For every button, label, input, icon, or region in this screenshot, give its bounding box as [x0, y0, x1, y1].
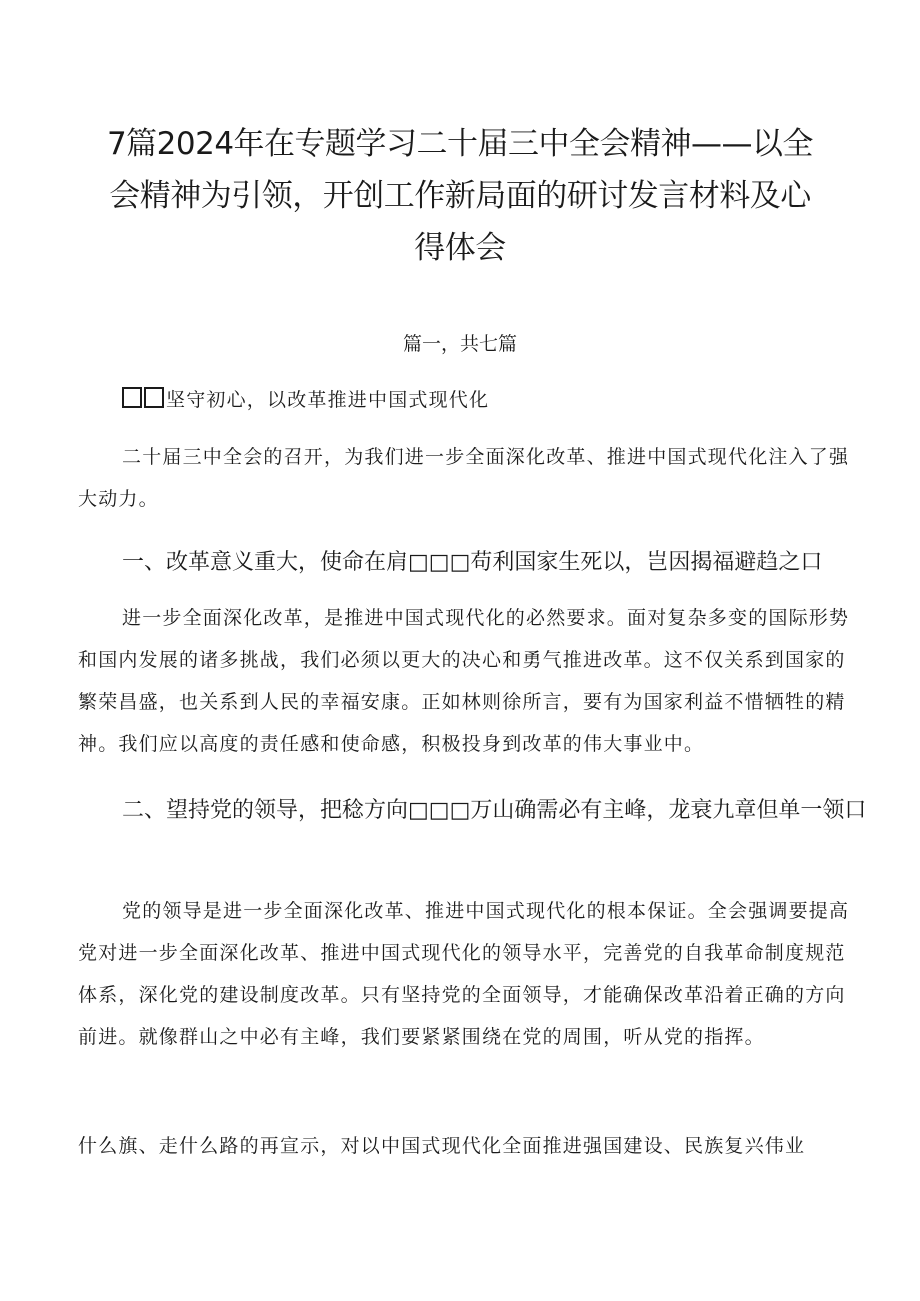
part-label: 篇一，共七篇 [402, 333, 517, 355]
section-heading-2: 二、望持党的领导，把稔方向□□□万山确需必有主峰，龙衰九章但单一领口 [122, 798, 867, 823]
section-body-2: 党的领导是进一步全面深化改革、推进中国式现代化的根本保证。全会强调要提高党对进一步全面深化改革、推进中国式现代化的领导水平，完善党的自我革命制度规范体系，深化党的建设制度改革。只有坚持党的全面领导，才能确保改革沿着正确的方向前进。就像群山之中必有主峰，我们要紧紧围绕在党的周围，听从党的指挥。 [78, 900, 850, 1048]
document-title: 7篇2024年在专题学习二十届三中全会精神——以全会精神为引领，开创工作新局面的研讨发言材料及心得体会 [106, 126, 814, 266]
trailing-paragraph: 什么旗、走什么路的再宣示，对以中国式现代化全面推进强国建设、民族复兴伟业 [78, 1135, 806, 1157]
intro-paragraph: 二十届三中全会的召开，为我们进一步全面深化改革、推进中国式现代化注入了强大动力。 [78, 446, 850, 510]
missing-glyph-box-icon [144, 387, 164, 408]
section-heading-1: 一、改革意义重大，使命在肩□□□苟利国家生死以，岂因揭福避趋之口 [122, 550, 823, 575]
section-body-1: 进一步全面深化改革，是推进中国式现代化的必然要求。面对复杂多变的国际形势和国内发展的诸多挑战，我们必须以更大的决心和勇气推进改革。这不仅关系到国家的繁荣昌盛，也关系到人民的幸福安康。正如林则徐所言，要有为国家利益不惜牺牲的精神。我们应以高度的责任感和使命感，积极投身到改革的伟大事业中。 [78, 607, 850, 755]
subheading-text: 坚守初心，以改革推进中国式现代化 [166, 389, 490, 411]
missing-glyph-box-icon [122, 387, 142, 408]
subheading [122, 384, 862, 416]
